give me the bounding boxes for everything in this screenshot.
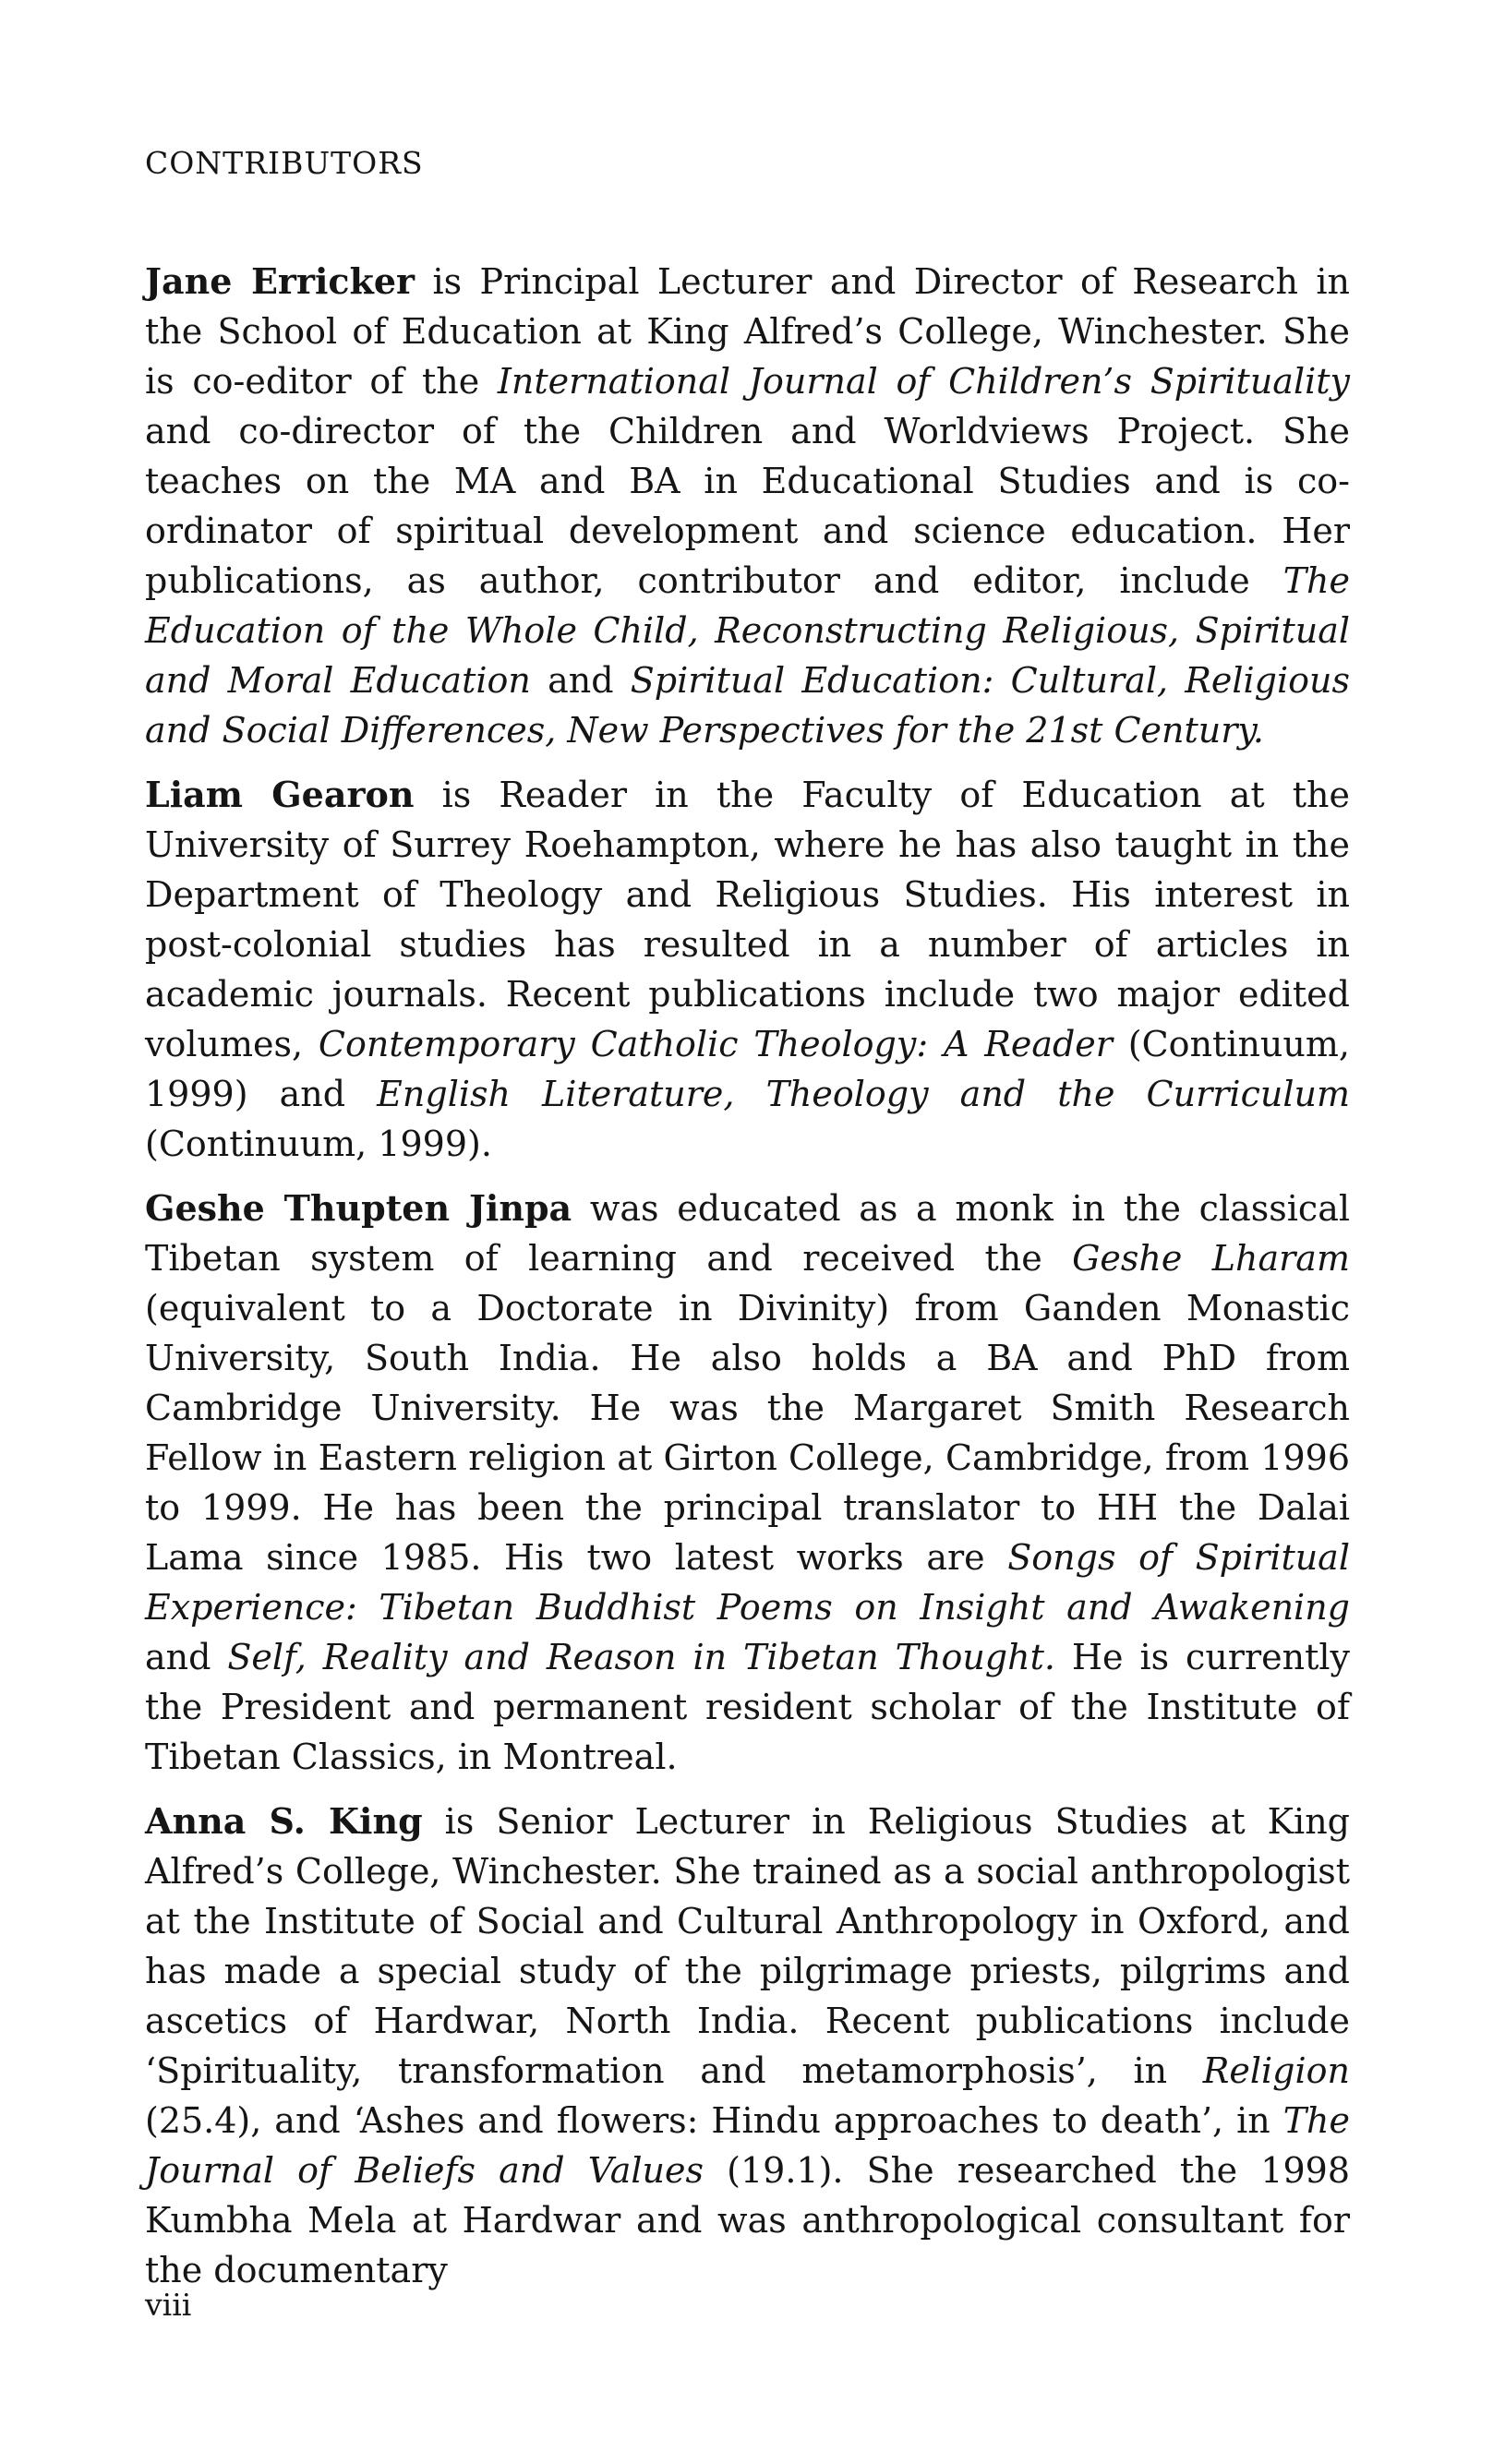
bio-text: (Continuum, 1999).	[145, 1124, 492, 1164]
bio-text: is Principal Lecturer and Director of Research in the School of Education at King Alfred’s College, Winchester. She is co-editor of the	[145, 261, 1351, 402]
bio-text: (equivalent to a Doctorate in Divinity) from Ganden Monastic University, South India. He also holds a BA and PhD from Cambridge University. He was the Margaret Smith Research Fellow in Eastern religion at Girton College, Cambridge, from 1996 to 1999. He has been the principal translator to HH the Dalai Lama since 1985. His two latest works are	[145, 1288, 1350, 1578]
bio-text: (25.4), and ‘Ashes and flowers: Hindu approaches to death’, in	[145, 2100, 1283, 2141]
contributor-entry-geshe-thupten-jinpa	[145, 1184, 1350, 1782]
contributor-name: Liam Gearon	[145, 774, 415, 815]
publication-title: Self, Reality and Reason in Tibetan Thought.	[227, 1637, 1055, 1677]
bio-text: and co-director of the Children and Worldviews Project. She teaches on the MA and BA in Educational Studies and is co-ordinator of spiritual development and science education. Her publications, as author, contributor and editor, include	[145, 411, 1350, 601]
contributor-entry-liam-gearon	[145, 770, 1350, 1169]
bio-text: (Continuum, 1999) and	[145, 1024, 1350, 1114]
page-number: viii	[145, 2287, 192, 2323]
contributor-entry-anna-s-king	[145, 1797, 1350, 2295]
publication-title: Geshe Lharam	[1072, 1238, 1350, 1279]
publication-title: The Journal of Beliefs and Values	[145, 2100, 1350, 2191]
publication-title: Spiritual Education: Cultural, Religious and Social Differences, New Perspectives for the 21st Century.	[145, 660, 1350, 751]
publication-title: The Education of the Whole Child, Reconstructing Religious, Spiritual and Moral Education	[145, 560, 1350, 701]
publication-title: International Journal of Children’s Spirituality	[497, 361, 1350, 402]
publication-title: Songs of Spiritual Experience: Tibetan Buddhist Poems on Insight and Awakening	[145, 1537, 1350, 1628]
bio-text: and	[530, 660, 631, 701]
publication-title: English Literature, Theology and the Curriculum	[377, 1074, 1350, 1114]
bio-text: and	[145, 1637, 228, 1677]
bio-text: He is currently the President and permanent resident scholar of the Institute of Tibetan Classics, in Montreal.	[145, 1637, 1350, 1777]
bio-text: (19.1). She researched the 1998 Kumbha Mela at Hardwar and was anthropological consultant for the documentary	[145, 2150, 1351, 2290]
bio-text: is Senior Lecturer in Religious Studies at King Alfred’s College, Winchester. She trained as a social anthropologist at the Institute of Social and Cultural Anthropology in Oxford, and has made a special study of the pilgrimage priests, pilgrims and ascetics of Hardwar, North India. Recent publications include ‘Spirituality, transformation and metamorphosis’, in	[145, 1801, 1350, 2091]
contributors-list	[145, 257, 1350, 2310]
publication-title: Contemporary Catholic Theology: A Reader	[318, 1024, 1113, 1064]
bio-text: was educated as a monk in the classical Tibetan system of learning and received the	[145, 1188, 1351, 1279]
running-head: CONTRIBUTORS	[145, 145, 424, 181]
publication-title: Religion	[1202, 2050, 1350, 2091]
contributor-name: Anna S. King	[145, 1800, 423, 1842]
contributor-name: Jane Erricker	[145, 260, 415, 302]
contributor-entry-jane-erricker	[145, 257, 1350, 755]
contributor-name: Geshe Thupten Jinpa	[145, 1187, 572, 1229]
bio-text: is Reader in the Faculty of Education at the University of Surrey Roehampton, where he has also taught in the Department of Theology and Religious Studies. His interest in post-colonial studies has resulted in a number of articles in academic journals. Recent publications include two major edited volumes,	[145, 775, 1350, 1064]
